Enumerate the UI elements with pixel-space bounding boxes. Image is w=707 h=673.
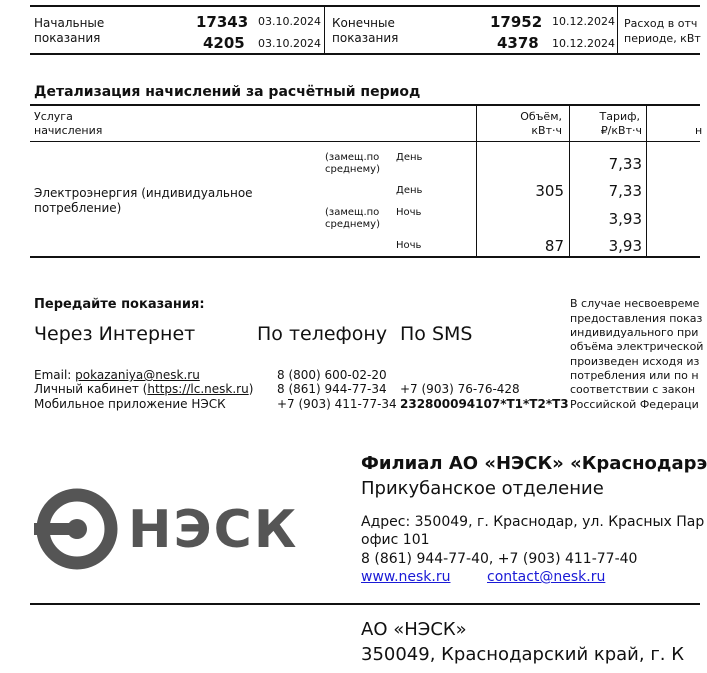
final-readings-label: Конечные [332, 16, 395, 30]
email-label: Email: [34, 368, 76, 382]
phone-heading: По телефону [257, 323, 388, 345]
company-name: АО «НЭСК» [361, 619, 467, 640]
col-volume-header: Объём, [520, 110, 562, 123]
final-day-date: 10.12.2024 [552, 15, 615, 28]
contact-email-link[interactable]: contact@nesk.ru [487, 569, 606, 585]
divider [324, 6, 325, 53]
company-address: 350049, Краснодарский край, г. К [361, 644, 685, 665]
final-day-value: 17952 [490, 13, 543, 31]
row-zone: День [396, 185, 423, 196]
divider [617, 6, 618, 53]
cabinet-link[interactable]: https://lc.nesk.ru [147, 382, 249, 396]
note-line: предоставления показ [570, 312, 703, 325]
branch-phones: 8 (861) 944-77-40, +7 (903) 411-77-40 [361, 551, 638, 567]
divider [30, 256, 700, 258]
sms-code: 232800094107*T1*T2*T3 [400, 397, 569, 411]
note-line: индивидуального при [570, 326, 699, 339]
initial-readings-label: показания [34, 31, 101, 45]
row-volume: 87 [544, 237, 564, 255]
cabinet-label: Личный кабинет ( [34, 382, 148, 396]
row-volume: 305 [535, 182, 564, 200]
row-zone: День [396, 152, 423, 163]
initial-readings-label: Начальные [34, 16, 105, 30]
consumption-label: периоде, кВт [624, 32, 701, 45]
divider [646, 105, 647, 256]
phone-number: 8 (861) 944-77-34 [277, 382, 387, 396]
note-line: объёма электрической [570, 340, 704, 353]
row-note: (замещ.по [325, 152, 380, 163]
final-night-value: 4378 [497, 34, 539, 52]
divider [30, 141, 700, 142]
initial-day-date: 03.10.2024 [258, 15, 321, 28]
col-tariff-header: Тариф, [599, 110, 640, 123]
submit-title: Передайте показания: [34, 297, 205, 312]
internet-heading: Через Интернет [34, 323, 196, 345]
col-next-header: н [695, 124, 703, 137]
row-zone: Ночь [396, 207, 422, 218]
service-name: Электроэнергия (индивидуальное [34, 186, 253, 200]
sms-number: +7 (903) 76-76-428 [400, 382, 520, 396]
final-night-date: 10.12.2024 [552, 37, 615, 50]
details-title: Детализация начислений за расчётный период [34, 84, 421, 100]
final-readings-label: показания [332, 31, 399, 45]
note-line: соответствии с закон [570, 383, 696, 396]
row-tariff: 3,93 [608, 237, 642, 255]
col-tariff-header: ₽/кВт·ч [600, 124, 642, 137]
cabinet-line [34, 382, 253, 396]
email-line [34, 368, 200, 382]
note-line: произведен исходя из [570, 355, 700, 368]
row-tariff: 7,33 [608, 155, 642, 173]
cabinet-end: ) [248, 382, 254, 396]
row-note: среднему) [325, 219, 380, 230]
note-line: Российской Федераци [570, 398, 699, 411]
email-link[interactable]: pokazaniya@nesk.ru [75, 368, 200, 382]
nesk-logo-text: НЭСК [128, 500, 299, 560]
divider [30, 603, 700, 605]
row-tariff: 7,33 [608, 182, 642, 200]
row-note: (замещ.по [325, 207, 380, 218]
row-tariff: 3,93 [608, 210, 642, 228]
branch-subtitle: Прикубанское отделение [361, 478, 604, 499]
initial-day-value: 17343 [196, 13, 249, 31]
col-service-header: Услуга [34, 110, 73, 123]
phone-number: 8 (800) 600-02-20 [277, 368, 387, 382]
col-volume-header: кВт·ч [531, 124, 562, 137]
website-link[interactable]: www.nesk.ru [361, 569, 451, 585]
divider [476, 105, 477, 256]
branch-title: Филиал АО «НЭСК» «Краснодарэ [361, 453, 707, 474]
divider [30, 104, 700, 106]
row-zone: Ночь [396, 240, 422, 251]
consumption-label: Расход в отч [624, 17, 698, 30]
branch-address: Адрес: 350049, г. Краснодар, ул. Красных Пар [361, 514, 705, 530]
initial-night-date: 03.10.2024 [258, 37, 321, 50]
col-service-header: начисления [34, 124, 103, 137]
branch-address: офис 101 [361, 532, 430, 548]
sms-heading: По SMS [400, 323, 473, 345]
note-line: потребления или по н [570, 369, 699, 382]
app-line: Мобильное приложение НЭСК [34, 397, 226, 411]
nesk-logo-icon [34, 486, 120, 572]
divider [30, 53, 700, 55]
row-note: среднему) [325, 164, 380, 175]
note-line: В случае несвоевреме [570, 297, 700, 310]
divider [30, 5, 700, 7]
phone-number: +7 (903) 411-77-34 [277, 397, 397, 411]
service-name: потребление) [34, 201, 122, 215]
divider [569, 105, 570, 256]
initial-night-value: 4205 [203, 34, 245, 52]
